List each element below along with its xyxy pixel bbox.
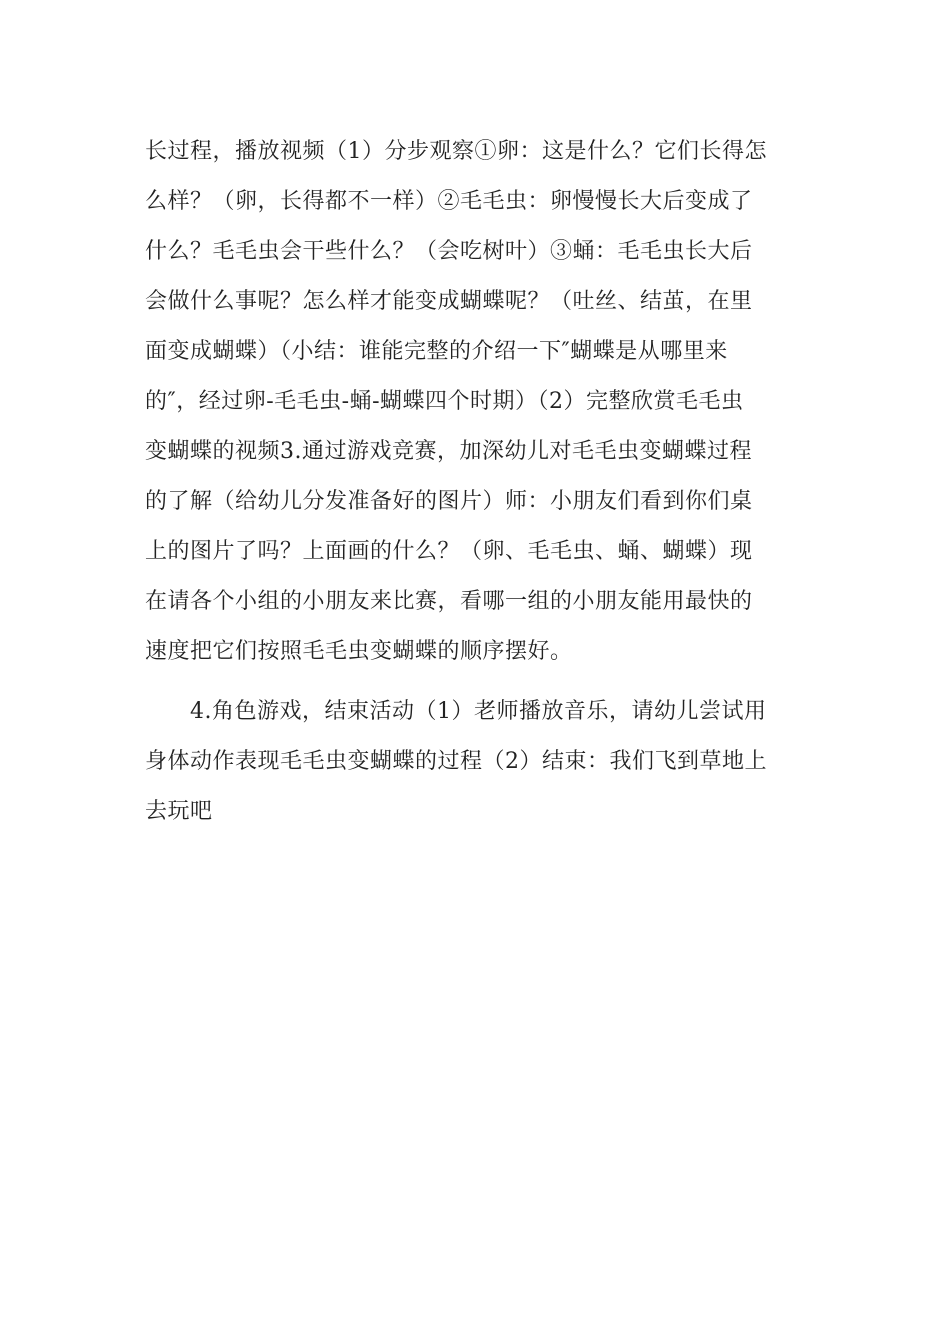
text-line: 在请各个小组的小朋友来比赛，看哪一组的小朋友能用最快的 bbox=[145, 589, 753, 614]
paragraph-2 bbox=[145, 687, 807, 837]
text-line: 上的图片了吗？上面画的什么？（卵、毛毛虫、蛹、蝴蝶）现 bbox=[145, 539, 753, 564]
paragraph-1 bbox=[145, 127, 807, 677]
text-line: 的″，经过卵-毛毛虫-蛹-蝴蝶四个时期）（2）完整欣赏毛毛虫 bbox=[145, 389, 744, 414]
text-line: 长过程，播放视频（1）分步观察①卵：这是什么？它们长得怎 bbox=[145, 139, 767, 164]
text-line: 变蝴蝶的视频3.通过游戏竞赛，加深幼儿对毛毛虫变蝴蝶过程 bbox=[145, 439, 752, 464]
text-line: 的了解（给幼儿分发准备好的图片）师：小朋友们看到你们桌 bbox=[145, 489, 753, 514]
text-line: 去玩吧 bbox=[145, 799, 213, 824]
text-line: 身体动作表现毛毛虫变蝴蝶的过程（2）结束：我们飞到草地上 bbox=[145, 749, 767, 774]
text-line: 么样？（卵，长得都不一样）②毛毛虫：卵慢慢长大后变成了 bbox=[145, 189, 753, 214]
text-line: 4.角色游戏，结束活动（1）老师播放音乐，请幼儿尝试用 bbox=[145, 699, 767, 724]
text-line: 面变成蝴蝶）（小结：谁能完整的介绍一下″蝴蝶是从哪里来 bbox=[145, 339, 728, 364]
text-line: 会做什么事呢？怎么样才能变成蝴蝶呢？（吐丝、结茧，在里 bbox=[145, 289, 753, 314]
text-line: 什么？毛毛虫会干些什么？（会吃树叶）③蛹：毛毛虫长大后 bbox=[145, 239, 753, 264]
text-line: 速度把它们按照毛毛虫变蝴蝶的顺序摆好。 bbox=[145, 639, 573, 664]
